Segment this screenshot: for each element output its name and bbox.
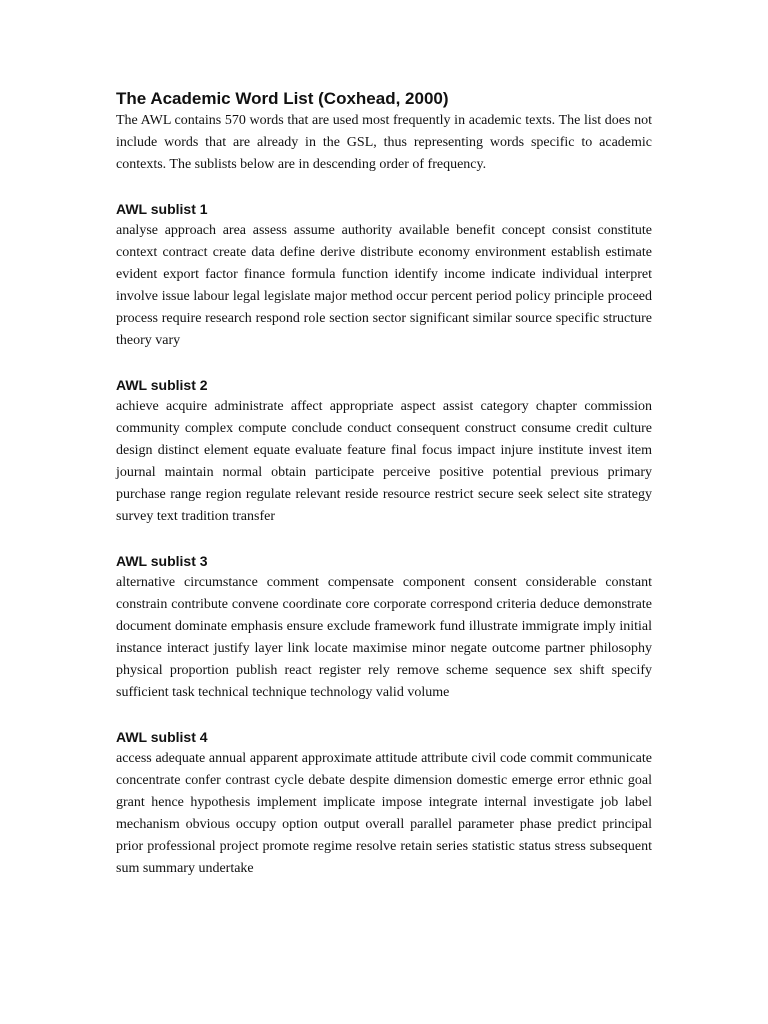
- sublist-heading: AWL sublist 2: [116, 377, 208, 393]
- spacer: [116, 704, 652, 726]
- sublist-heading: AWL sublist 3: [116, 553, 208, 569]
- sublist-words: analyse approach area assess assume authority available benefit concept consist constitute context contract create data define derive distribute economy environment establish estimate evident export factor finance formula function identify income indicate individual interpret involve issue labour legal legislate major method occur percent period policy principle proceed process require research respond role section sector significant similar source specific structure theory vary: [116, 223, 652, 348]
- sublist-section-3: [116, 550, 652, 704]
- sublist-section-4: [116, 726, 652, 880]
- spacer: [116, 528, 652, 550]
- sublist-words: access adequate annual apparent approximate attitude attribute civil code commit communicate concentrate confer contrast cycle debate despite dimension domestic emerge error ethnic goal grant hence hypothesis implement implicate impose integrate internal investigate job label mechanism obvious occupy option output overall parallel parameter phase predict principal prior professional project promote regime resolve retain series statistic status stress subsequent sum summary undertake: [116, 751, 652, 876]
- sublist-section-1: [116, 198, 652, 352]
- sublist-heading: AWL sublist 4: [116, 729, 208, 745]
- sublist-words: achieve acquire administrate affect appropriate aspect assist category chapter commission community complex compute conclude conduct consequent construct consume credit culture design distinct element equate evaluate feature final focus impact injure institute invest item journal maintain normal obtain participate perceive positive potential previous primary purchase range region regulate relevant reside resource restrict secure seek select site strategy survey text tradition transfer: [116, 399, 652, 524]
- sublist-words: alternative circumstance comment compensate component consent considerable constant constrain contribute convene coordinate core corporate correspond criteria deduce demonstrate document dominate emphasis ensure exclude framework fund illustrate immigrate imply initial instance interact justify layer link locate maximise minor negate outcome partner philosophy physical proportion publish react register rely remove scheme sequence sex shift specify sufficient task technical technique technology valid volume: [116, 575, 652, 700]
- document-page: [116, 88, 652, 880]
- intro-paragraph: The AWL contains 570 words that are used most frequently in academic texts. The list does not include words that are already in the GSL, thus representing words specific to academic contexts. The sublists below are in descending order of frequency.: [116, 113, 652, 172]
- sublist-heading: AWL sublist 1: [116, 201, 208, 217]
- sublist-section-2: [116, 374, 652, 528]
- spacer: [116, 352, 652, 374]
- document-title: The Academic Word List (Coxhead, 2000): [116, 89, 449, 108]
- spacer: [116, 176, 652, 198]
